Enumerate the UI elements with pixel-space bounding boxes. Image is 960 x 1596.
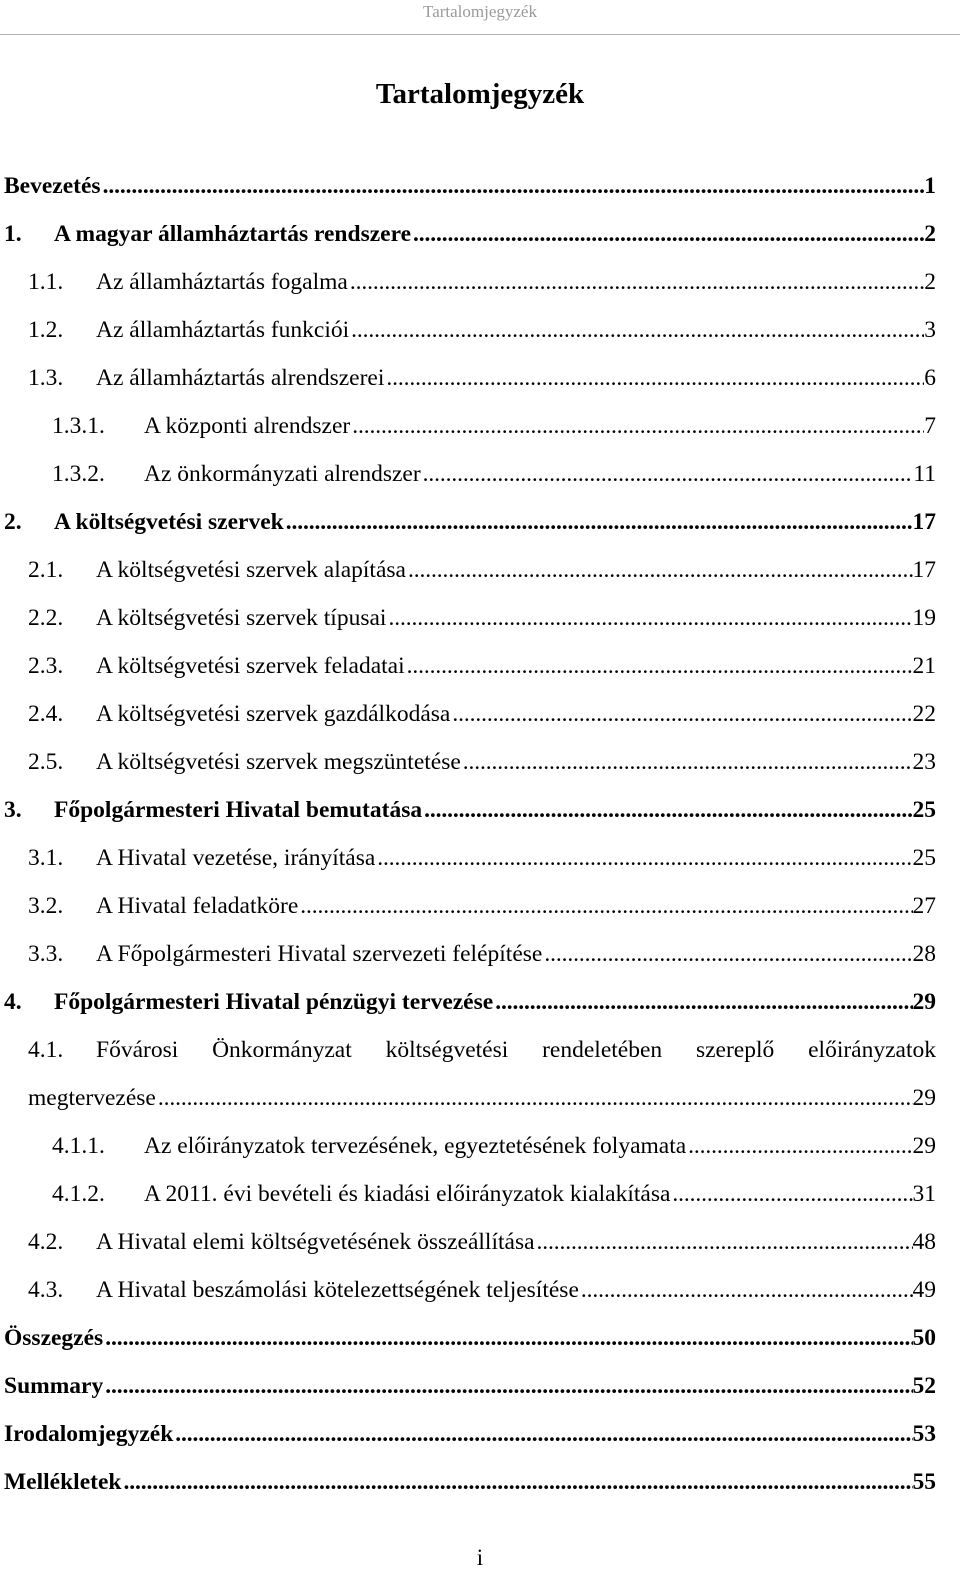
toc-entry-osszegzes[interactable] xyxy=(4,1314,936,1362)
toc-entry-number: 3.1. xyxy=(28,844,64,871)
toc-entry-title: Az államháztartás funkciói xyxy=(96,316,350,343)
toc-entry-page: 25 xyxy=(912,796,936,823)
toc-entry-title: Bevezetés xyxy=(4,172,101,199)
toc-entry-page: 31 xyxy=(912,1180,936,1207)
toc-entry-4-1-1[interactable] xyxy=(52,1122,936,1170)
toc-entry-irodalomjegyzek[interactable] xyxy=(4,1410,936,1458)
toc-entry-title: A Hivatal elemi költségvetésének összeállítása xyxy=(96,1228,535,1255)
toc-entry-page: 50 xyxy=(912,1324,936,1351)
toc-entry-1[interactable] xyxy=(4,210,936,258)
toc-entry-title: A költségvetési szervek gazdálkodása xyxy=(96,700,451,727)
toc-leader-dots xyxy=(173,1421,912,1448)
toc-leader-dots xyxy=(375,845,912,872)
toc-entry-number: 3.3. xyxy=(28,940,64,967)
toc-entry-number: 4. xyxy=(4,988,22,1015)
toc-entry-page: 48 xyxy=(912,1228,936,1255)
running-header xyxy=(0,0,960,35)
toc-entry-number: 1. xyxy=(4,220,22,247)
toc-leader-dots xyxy=(406,557,913,584)
toc-entry-page: 2 xyxy=(924,268,936,295)
toc-entry-2-3[interactable] xyxy=(28,642,936,690)
toc-entry-4-1-2[interactable] xyxy=(52,1170,936,1218)
toc-leader-dots xyxy=(350,413,924,440)
toc-entry-title: Mellékletek xyxy=(4,1468,122,1495)
toc-entry-1-3-2[interactable] xyxy=(52,450,936,498)
toc-leader-dots xyxy=(670,1181,912,1208)
page-title: Tartalomjegyzék xyxy=(375,78,585,110)
toc-entry-title: A költségvetési szervek alapítása xyxy=(96,556,406,583)
toc-leader-dots xyxy=(103,1325,912,1352)
toc-entry-title: A Hivatal beszámolási kötelezettségének teljesítése xyxy=(96,1276,579,1303)
toc-entry-page: 2 xyxy=(924,220,936,247)
toc-leader-dots xyxy=(450,701,912,728)
toc-entry-number: 4.3. xyxy=(28,1276,64,1303)
toc-entry-4[interactable] xyxy=(4,978,936,1026)
toc-entry-mellekletek[interactable] xyxy=(4,1458,936,1506)
toc-entry-number: 4.1.2. xyxy=(52,1180,105,1207)
toc-entry-title: Az államháztartás fogalma xyxy=(96,268,348,295)
toc-leader-dots xyxy=(535,1229,913,1256)
toc-entry-number: 1.3.2. xyxy=(52,460,105,487)
toc-entry-page: 21 xyxy=(912,652,936,679)
toc-entry-title: Az önkormányzati alrendszer xyxy=(144,460,421,487)
toc-entry-3-2[interactable] xyxy=(28,882,936,930)
toc-leader-dots xyxy=(411,221,924,248)
toc-entry-1-2[interactable] xyxy=(28,306,936,354)
toc-entry-page: 52 xyxy=(912,1372,936,1399)
toc-entry-title: A költségvetési szervek feladatai xyxy=(96,652,405,679)
toc-entry-title-continuation: megtervezése xyxy=(28,1084,156,1111)
toc-leader-dots xyxy=(121,1469,912,1496)
toc-entry-1-3-1[interactable] xyxy=(52,402,936,450)
toc-entry-3-3[interactable] xyxy=(28,930,936,978)
toc-entry-3-1[interactable] xyxy=(28,834,936,882)
toc-entry-number: 2. xyxy=(4,508,22,535)
toc-leader-dots xyxy=(493,989,912,1016)
toc-entry-title: Összegzés xyxy=(4,1324,104,1351)
toc-entry-page: 23 xyxy=(912,748,936,775)
toc-entry-page: 11 xyxy=(913,460,936,487)
toc-entry-bevezetes[interactable] xyxy=(4,162,936,210)
toc-entry-page: 29 xyxy=(912,988,936,1015)
toc-entry-page: 1 xyxy=(924,172,936,199)
toc-entry-2-4[interactable] xyxy=(28,690,936,738)
toc-entry-page: 17 xyxy=(912,508,936,535)
toc-entry-title: A magyar államháztartás rendszere xyxy=(54,220,412,247)
toc-entry-2[interactable] xyxy=(4,498,936,546)
toc-entry-summary[interactable] xyxy=(4,1362,936,1410)
toc-leader-dots xyxy=(348,269,924,296)
toc-entry-number: 4.1. xyxy=(28,1036,64,1063)
toc-entry-page: 27 xyxy=(912,892,936,919)
toc-leader-dots xyxy=(384,365,924,392)
toc-entry-2-5[interactable] xyxy=(28,738,936,786)
toc-entry-title: Az előirányzatok tervezésének, egyeztetésének folyamata xyxy=(144,1132,687,1159)
toc-entry-title: A költségvetési szervek xyxy=(54,508,284,535)
toc-leader-dots xyxy=(386,605,912,632)
toc-entry-number: 2.5. xyxy=(28,748,64,775)
toc-entry-page: 25 xyxy=(912,844,936,871)
toc-entry-number: 4.2. xyxy=(28,1228,64,1255)
toc-entry-title: A költségvetési szervek megszüntetése xyxy=(96,748,461,775)
toc-entry-page: 17 xyxy=(912,556,936,583)
toc-leader-dots xyxy=(542,941,912,968)
toc-leader-dots xyxy=(349,317,924,344)
toc-entry-page: 3 xyxy=(924,316,936,343)
toc-entry-title: A 2011. évi bevételi és kiadási előirányzatok kialakítása xyxy=(144,1180,671,1207)
toc-entry-number: 2.3. xyxy=(28,652,64,679)
toc-entry-number: 2.1. xyxy=(28,556,64,583)
toc-entry-1-1[interactable] xyxy=(28,258,936,306)
toc-leader-dots xyxy=(101,173,925,200)
toc-entry-number: 3.2. xyxy=(28,892,64,919)
toc-entry-page: 22 xyxy=(912,700,936,727)
toc-entry-title: A Főpolgármesteri Hivatal szervezeti felépítése xyxy=(96,940,543,967)
toc-entry-page: 29 xyxy=(912,1132,936,1159)
page-number: i xyxy=(476,1545,484,1570)
toc-entry-number: 1.3.1. xyxy=(52,412,105,439)
toc-entry-page: 6 xyxy=(924,364,936,391)
toc-entry-title: Summary xyxy=(4,1372,104,1399)
toc-entry-number: 1.1. xyxy=(28,268,64,295)
toc-leader-dots xyxy=(284,509,913,536)
toc-leader-dots xyxy=(579,1277,913,1304)
toc-entry-page: 29 xyxy=(912,1084,936,1111)
toc-leader-dots xyxy=(298,893,912,920)
toc-entry-2-1[interactable] xyxy=(28,546,936,594)
toc-entry-number: 3. xyxy=(4,796,22,823)
toc-entry-page: 49 xyxy=(912,1276,936,1303)
toc-entry-4-3[interactable] xyxy=(28,1266,936,1314)
toc-entry-title: Irodalomjegyzék xyxy=(4,1420,174,1447)
toc-leader-dots xyxy=(461,749,913,776)
toc-entry-page: 28 xyxy=(912,940,936,967)
toc-entry-title: Főpolgármesteri Hivatal pénzügyi tervezése xyxy=(54,988,494,1015)
toc-entry-title: A Hivatal vezetése, irányítása xyxy=(96,844,376,871)
toc-entry-3[interactable] xyxy=(4,786,936,834)
toc-entry-page: 53 xyxy=(912,1420,936,1447)
toc-entry-4-2[interactable] xyxy=(28,1218,936,1266)
toc-entry-title: A Hivatal feladatköre xyxy=(96,892,299,919)
toc-entry-number: 2.2. xyxy=(28,604,64,631)
toc-leader-dots xyxy=(405,653,913,680)
toc-entry-number: 2.4. xyxy=(28,700,64,727)
toc-entry-title: A központi alrendszer xyxy=(144,412,351,439)
toc-entry-title: A költségvetési szervek típusai xyxy=(96,604,387,631)
toc-entry-title: Az államháztartás alrendszerei xyxy=(96,364,385,391)
toc-entry-number: 4.1.1. xyxy=(52,1132,105,1159)
toc-entry-page: 7 xyxy=(924,412,936,439)
toc-entry-2-2[interactable] xyxy=(28,594,936,642)
toc-entry-page: 55 xyxy=(912,1468,936,1495)
toc-leader-dots xyxy=(422,797,912,824)
toc-entry-number: 1.2. xyxy=(28,316,64,343)
toc-entry-page: 19 xyxy=(912,604,936,631)
toc-leader-dots xyxy=(156,1085,913,1112)
toc-leader-dots xyxy=(103,1373,912,1400)
running-header-title: Tartalomjegyzék xyxy=(423,2,537,21)
toc-entry-title: Fővárosi Önkormányzat költségvetési rendeletében szereplő előirányzatok xyxy=(96,1036,936,1063)
toc-entry-title: Főpolgármesteri Hivatal bemutatása xyxy=(54,796,423,823)
toc-entry-1-3[interactable] xyxy=(28,354,936,402)
toc-leader-dots xyxy=(686,1133,912,1160)
toc-entry-4-1[interactable] xyxy=(28,1026,936,1122)
toc-leader-dots xyxy=(421,461,914,488)
toc-entry-number: 1.3. xyxy=(28,364,64,391)
